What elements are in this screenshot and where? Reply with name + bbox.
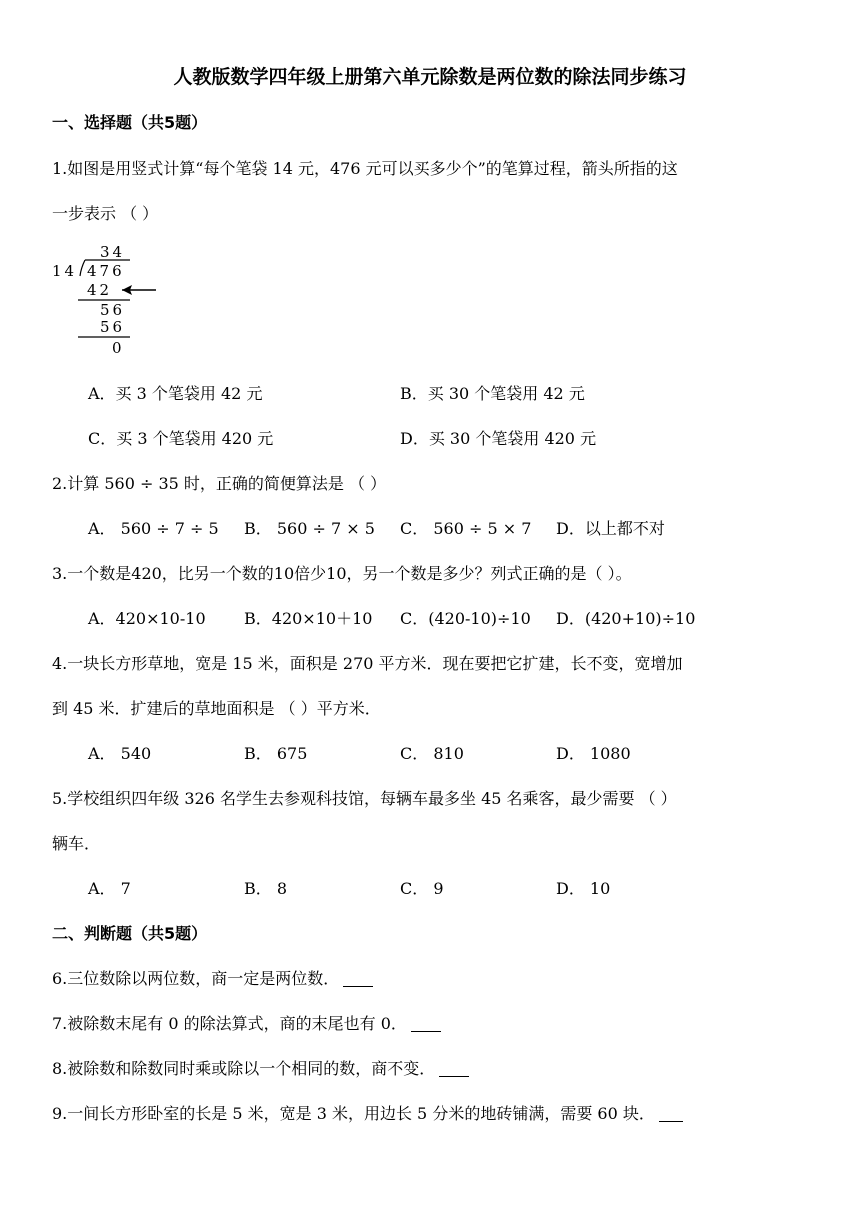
question-5-text: 5.学校组织四年级 326 名学生去参观科技馆，每辆车最多坐 45 名乘客，最少需要 （ ） bbox=[52, 789, 677, 808]
q2-option-c[interactable]: C． 560 ÷ 5 × 7 bbox=[400, 519, 532, 538]
q5-option-d[interactable]: D． 10 bbox=[556, 879, 611, 898]
question-4-text: 4.一块长方形草地，宽是 15 米，面积是 270 平方米．现在要把它扩建，长不变，宽增加 bbox=[52, 654, 683, 673]
question-8 bbox=[52, 1056, 469, 1079]
question-2-text: 2.计算 560 ÷ 35 时，正确的简便算法是 （ ） bbox=[52, 474, 387, 493]
q4-option-c[interactable]: C． 810 bbox=[400, 744, 464, 763]
question-1-text: 1.如图是用竖式计算“每个笔袋 14 元，476 元可以买多少个”的笔算过程，箭头所指的这 bbox=[52, 159, 678, 178]
answer-blank-8[interactable] bbox=[439, 1060, 469, 1077]
division-final: 0 bbox=[112, 339, 122, 357]
long-division-svg bbox=[50, 240, 170, 360]
q1-option-a[interactable]: A．买 3 个笔袋用 42 元 bbox=[88, 384, 263, 403]
section-heading-judgment: 二、判断题（共5题） bbox=[52, 924, 208, 943]
q5-option-b[interactable]: B． 8 bbox=[244, 879, 288, 898]
question-6 bbox=[52, 966, 373, 989]
question-7-text: 7.被除数末尾有 0 的除法算式，商的末尾也有 0． bbox=[52, 1014, 407, 1033]
division-remainder1: 56 bbox=[100, 301, 126, 319]
q3-option-b[interactable]: B．420×10＋10 bbox=[244, 609, 373, 628]
answer-blank-9[interactable] bbox=[659, 1105, 683, 1122]
section-heading-choice: 一、选择题（共5题） bbox=[52, 113, 208, 132]
question-1-text-cont: 一步表示 （ ） bbox=[52, 204, 159, 223]
q1-option-c[interactable]: C．买 3 个笔袋用 420 元 bbox=[88, 429, 274, 448]
division-step2: 56 bbox=[100, 318, 126, 336]
division-divisor: 14 bbox=[52, 262, 78, 280]
q2-option-a[interactable]: A． 560 ÷ 7 ÷ 5 bbox=[88, 519, 219, 538]
question-9 bbox=[52, 1101, 683, 1124]
q2-option-d[interactable]: D．以上都不对 bbox=[556, 519, 665, 538]
answer-blank-6[interactable] bbox=[343, 970, 373, 987]
q4-option-a[interactable]: A． 540 bbox=[88, 744, 152, 763]
page-title: 人教版数学四年级上册第六单元除数是两位数的除法同步练习 bbox=[173, 66, 687, 88]
question-5-text-cont: 辆车． bbox=[52, 834, 101, 853]
division-quotient: 34 bbox=[100, 243, 126, 261]
q2-option-b[interactable]: B． 560 ÷ 7 × 5 bbox=[244, 519, 375, 538]
question-6-text: 6.三位数除以两位数，商一定是两位数． bbox=[52, 969, 340, 988]
answer-blank-7[interactable] bbox=[411, 1015, 441, 1032]
question-3-text: 3.一个数是420，比另一个数的10倍少10，另一个数是多少？列式正确的是（ ）。 bbox=[52, 564, 632, 583]
q3-option-a[interactable]: A．420×10-10 bbox=[88, 609, 206, 628]
q5-option-c[interactable]: C． 9 bbox=[400, 879, 444, 898]
q5-option-a[interactable]: A． 7 bbox=[88, 879, 131, 898]
division-step1: 42 bbox=[87, 281, 113, 299]
division-dividend: 476 bbox=[87, 262, 125, 280]
q1-option-d[interactable]: D．买 30 个笔袋用 420 元 bbox=[400, 429, 597, 448]
question-9-text: 9.一间长方形卧室的长是 5 米，宽是 3 米，用边长 5 分米的地砖铺满，需要 60 块． bbox=[52, 1104, 655, 1123]
q3-option-c[interactable]: C．(420-10)÷10 bbox=[400, 609, 531, 628]
question-8-text: 8.被除数和除数同时乘或除以一个相同的数，商不变． bbox=[52, 1059, 436, 1078]
q4-option-b[interactable]: B． 675 bbox=[244, 744, 308, 763]
long-division-figure bbox=[50, 240, 170, 360]
q4-option-d[interactable]: D． 1080 bbox=[556, 744, 631, 763]
q1-option-b[interactable]: B．买 30 个笔袋用 42 元 bbox=[400, 384, 585, 403]
question-4-text-cont: 到 45 米．扩建后的草地面积是 （ ）平方米． bbox=[52, 699, 381, 718]
question-7 bbox=[52, 1011, 441, 1034]
q3-option-d[interactable]: D．(420+10)÷10 bbox=[556, 609, 696, 628]
